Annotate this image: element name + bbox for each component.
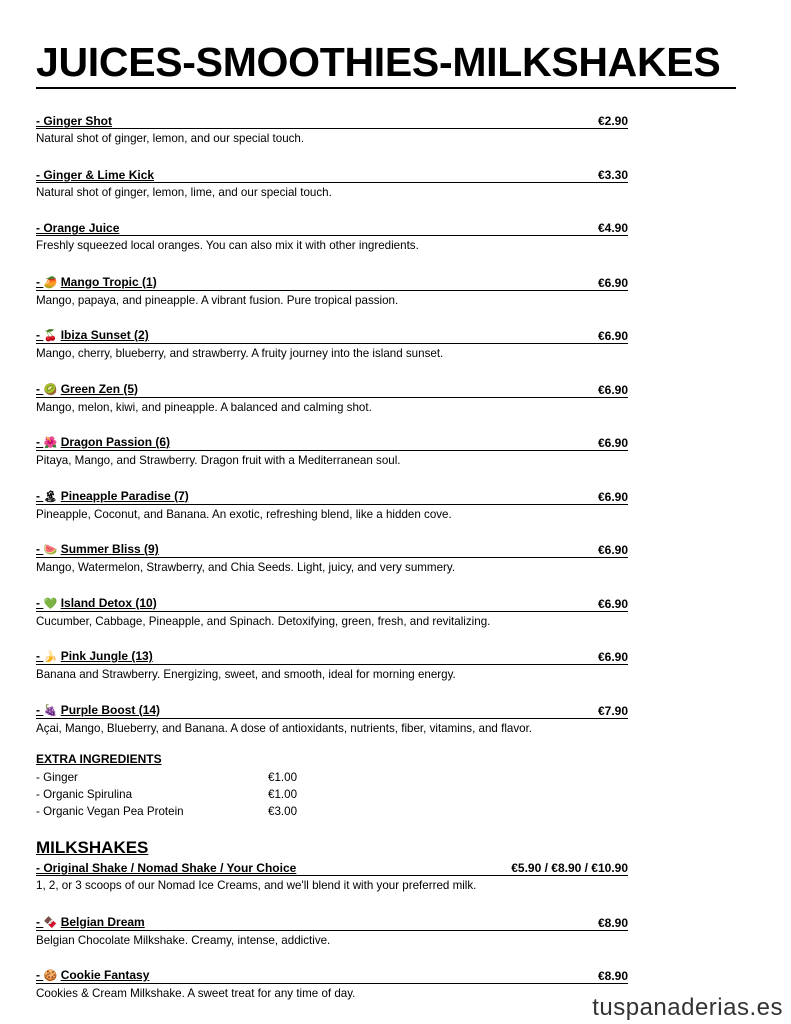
menu-item xyxy=(36,329,628,383)
item-price: €6.90 xyxy=(597,382,628,397)
item-header xyxy=(36,436,628,451)
item-price: €5.90 / €8.90 / €10.90 xyxy=(511,861,628,875)
grapes-icon: 🍇 xyxy=(43,704,58,717)
item-dash: - xyxy=(36,114,44,128)
menu-item xyxy=(36,383,628,437)
cookie-icon: 🍪 xyxy=(43,970,58,982)
extra-ingredient-name: - Organic Vegan Pea Protein xyxy=(36,805,184,818)
menu-item xyxy=(36,916,628,970)
menu-item xyxy=(36,169,628,223)
extra-ingredient-price: €3.00 xyxy=(268,805,298,818)
cherry-icon: 🍒 xyxy=(43,330,58,342)
mango-icon: 🥭 xyxy=(43,276,58,289)
item-dash: - xyxy=(36,221,44,235)
item-name xyxy=(36,222,119,235)
item-description: Cookies & Cream Milkshake. A sweet treat for any time of day. xyxy=(36,987,356,1000)
item-name xyxy=(36,862,296,875)
item-header xyxy=(36,276,628,291)
extras-title: EXTRA INGREDIENTS xyxy=(36,752,162,766)
item-name xyxy=(36,329,149,343)
item-price: €8.90 xyxy=(597,915,628,930)
item-description: Belgian Chocolate Milkshake. Creamy, intense, addictive. xyxy=(36,933,331,947)
item-dash: - xyxy=(36,274,44,289)
item-name xyxy=(36,436,170,450)
item-title: Island Detox (10) xyxy=(60,595,157,610)
item-title: Ginger Shot xyxy=(43,114,113,128)
item-header xyxy=(36,650,628,665)
item-title: Pineapple Paradise (7) xyxy=(60,488,189,503)
item-dash: - xyxy=(36,167,44,182)
item-title: Purple Boost (14) xyxy=(60,702,161,717)
island-icon: 🏝 xyxy=(43,490,58,503)
item-price: €4.90 xyxy=(597,221,628,235)
kiwi-icon: 🥝 xyxy=(43,383,58,396)
item-name xyxy=(36,169,154,182)
item-title: Belgian Dream xyxy=(60,914,145,929)
item-header xyxy=(36,543,628,558)
item-header xyxy=(36,969,628,984)
item-title: Summer Bliss (9) xyxy=(60,542,159,556)
item-price: €8.90 xyxy=(597,969,628,983)
item-name xyxy=(36,276,157,290)
menu-item xyxy=(36,490,628,544)
item-description: Cucumber, Cabbage, Pineapple, and Spinach. Detoxifying, green, fresh, and revitalizing. xyxy=(36,614,491,628)
milkshakes-title: MILKSHAKES xyxy=(36,838,149,857)
item-name xyxy=(36,490,189,504)
item-description: Pitaya, Mango, and Strawberry. Dragon fruit with a Mediterranean soul. xyxy=(36,454,401,467)
menu-item xyxy=(36,650,628,704)
item-header xyxy=(36,329,628,344)
item-header xyxy=(36,383,628,398)
item-price: €6.90 xyxy=(597,329,628,343)
extra-ingredient-name: - Organic Spirulina xyxy=(36,788,133,801)
item-header xyxy=(36,169,628,183)
chocolate-icon: 🍫 xyxy=(43,916,58,929)
menu-item xyxy=(36,115,628,169)
item-dash: - xyxy=(36,968,44,982)
item-dash: - xyxy=(36,649,44,663)
item-description: Pineapple, Coconut, and Banana. An exotic, refreshing blend, like a hidden cove. xyxy=(36,507,452,521)
item-dash: - xyxy=(36,435,44,449)
milkshakes-section xyxy=(36,838,628,1023)
item-price: €6.90 xyxy=(597,275,628,290)
item-price: €6.90 xyxy=(597,650,628,664)
item-dash: - xyxy=(36,488,44,503)
item-name xyxy=(36,650,153,664)
item-description: Mango, cherry, blueberry, and strawberry. A fruity journey into the island sunset. xyxy=(36,347,444,360)
menu-item xyxy=(36,704,628,758)
item-title: Mango Tropic (1) xyxy=(60,274,157,289)
item-price: €7.90 xyxy=(597,703,628,718)
item-name xyxy=(36,383,138,397)
item-name xyxy=(36,704,160,718)
item-dash: - xyxy=(36,595,44,610)
menu-item xyxy=(36,597,628,651)
menu-item xyxy=(36,862,628,916)
item-header xyxy=(36,916,628,931)
item-price: €6.90 xyxy=(597,543,628,557)
page-title: JUICES-SMOOTHIES-MILKSHAKES xyxy=(36,42,736,89)
item-name xyxy=(36,115,112,128)
menu-item xyxy=(36,276,628,330)
menu-item xyxy=(36,222,628,276)
item-description: Açai, Mango, Blueberry, and Banana. A dose of antioxidants, nutrients, fiber, vitamins, and flavor. xyxy=(36,721,533,735)
extras-list xyxy=(36,769,297,820)
item-name xyxy=(36,969,149,983)
extra-ingredient-row xyxy=(36,769,297,786)
item-description: Mango, papaya, and pineapple. A vibrant fusion. Pure tropical passion. xyxy=(36,293,399,307)
flower-icon: 🌺 xyxy=(43,437,58,449)
item-description: 1, 2, or 3 scoops of our Nomad Ice Creams, and we'll blend it with your preferred milk. xyxy=(36,879,477,892)
item-title: Ibiza Sunset (2) xyxy=(60,328,149,342)
item-dash: - xyxy=(36,328,44,342)
item-price: €2.90 xyxy=(597,114,628,128)
menu-item xyxy=(36,969,628,1023)
extra-ingredient-price: €1.00 xyxy=(268,788,298,801)
item-header xyxy=(36,862,628,876)
menu-item xyxy=(36,543,628,597)
item-header xyxy=(36,597,628,612)
item-header xyxy=(36,115,628,129)
item-description: Natural shot of ginger, lemon, lime, and our special touch. xyxy=(36,185,332,199)
item-title: Green Zen (5) xyxy=(60,381,139,396)
item-name xyxy=(36,597,157,611)
extra-ingredient-price: €1.00 xyxy=(268,771,298,784)
item-name xyxy=(36,543,159,557)
item-title: Ginger & Lime Kick xyxy=(43,167,155,182)
item-dash: - xyxy=(36,861,44,875)
heart-icon: 💚 xyxy=(43,597,58,610)
item-header xyxy=(36,490,628,505)
item-description: Natural shot of ginger, lemon, and our special touch. xyxy=(36,132,305,145)
item-dash: - xyxy=(36,702,44,717)
milkshakes-list xyxy=(36,862,628,1023)
banana-icon: 🍌 xyxy=(43,651,58,663)
item-price: €6.90 xyxy=(597,596,628,611)
item-description: Freshly squeezed local oranges. You can also mix it with other ingredients. xyxy=(36,239,419,252)
item-description: Banana and Strawberry. Energizing, sweet, and smooth, ideal for morning energy. xyxy=(36,668,456,681)
extra-ingredient-name: - Ginger xyxy=(36,771,78,784)
item-price: €6.90 xyxy=(597,436,628,450)
item-dash: - xyxy=(36,542,44,556)
extra-ingredient-row xyxy=(36,786,297,803)
item-dash: - xyxy=(36,914,44,929)
item-price: €6.90 xyxy=(597,489,628,504)
item-dash: - xyxy=(36,381,44,396)
menu-item xyxy=(36,436,628,490)
item-title: Original Shake / Nomad Shake / Your Choice xyxy=(43,861,297,875)
item-header xyxy=(36,222,628,236)
item-description: Mango, Watermelon, Strawberry, and Chia Seeds. Light, juicy, and very summery. xyxy=(36,561,456,574)
juices-list xyxy=(36,115,628,757)
watermelon-icon: 🍉 xyxy=(43,544,58,556)
item-title: Dragon Passion (6) xyxy=(60,435,171,449)
watermark: tuspanaderias.es xyxy=(592,994,783,1021)
item-header xyxy=(36,704,628,719)
item-title: Pink Jungle (13) xyxy=(60,649,153,663)
item-description: Mango, melon, kiwi, and pineapple. A balanced and calming shot. xyxy=(36,400,372,414)
item-price: €3.30 xyxy=(597,167,628,182)
extra-ingredient-row xyxy=(36,803,297,820)
extra-ingredients-section xyxy=(36,752,297,820)
item-title: Cookie Fantasy xyxy=(60,968,150,982)
item-name xyxy=(36,916,145,930)
item-title: Orange Juice xyxy=(43,221,120,235)
